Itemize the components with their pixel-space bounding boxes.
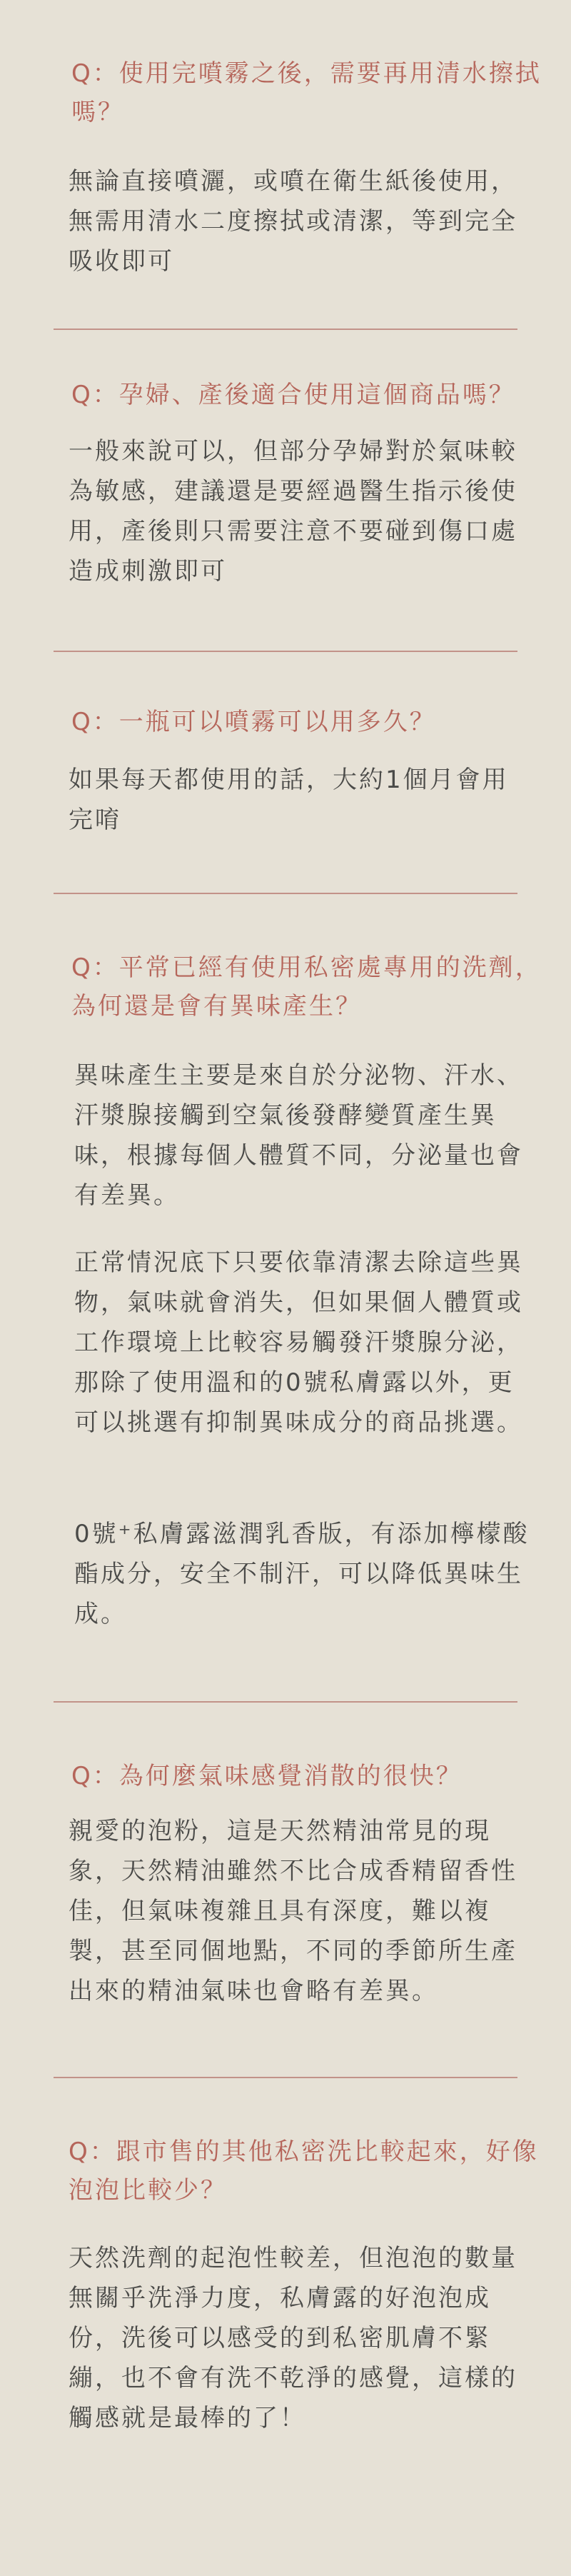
faq-answer: 一般來說可以，但部分孕婦對於氣味較為敏感，建議還是要經過醫生指示後使用，產後則只需要注意不要碰到傷口處造成刺激即可: [69, 437, 517, 586]
faq-answer: 正常情況底下只要依靠清潔去除這些異物，氣味就會消失，但如果個人體質或工作環境上比較容易觸發汗漿腺分泌，那除了使用溫和的0號私膚露以外，更可以挑選有抑制異味成分的商品挑選。: [74, 1248, 523, 1437]
faq-question: Q：一瓶可以噴霧可以用多久？: [71, 708, 436, 736]
faq-question: Q：跟市售的其他私密洗比較起來，好像泡泡比較少？: [69, 2138, 539, 2205]
faq-answer: 親愛的泡粉，這是天然精油常見的現象，天然精油雖然不比合成香精留香性佳，但氣味複雜且具有深度，難以複製，甚至同個地點，不同的季節所生產出來的精油氣味也會略有差異。: [69, 1817, 517, 2005]
faq-answer: 0號⁺私膚露滋潤乳香版，有添加檸檬酸酯成分，安全不制汗，可以降低異味生成。: [74, 1520, 530, 1628]
divider: [54, 329, 517, 330]
faq-question: Q：為何麼氣味感覺消散的很快？: [71, 1762, 463, 1790]
divider: [54, 2077, 517, 2078]
faq-answer: 無論直接噴灑，或噴在衛生紙後使用，無需用清水二度擦拭或清潔，等到完全吸收即可: [69, 167, 517, 276]
divider: [54, 893, 517, 894]
faq-answer: 異味產生主要是來自於分泌物、汗水、汗漿腺接觸到空氣後發酵變質產生異味，根據每個人體質不同，分泌量也會有差異。: [74, 1061, 523, 1210]
divider: [54, 1701, 517, 1703]
faq-question: Q：平常已經有使用私密處專用的洗劑，為何還是會有異味產生？: [71, 953, 542, 1021]
faq-answer: 如果每天都使用的話，大約1個月會用完唷: [69, 766, 509, 834]
divider: [54, 651, 517, 652]
faq-question: Q：使用完噴霧之後，需要再用清水擦拭嗎？: [71, 59, 542, 126]
faq-question: Q：孕婦、產後適合使用這個商品嗎？: [71, 381, 515, 409]
faq-answer: 天然洗劑的起泡性較差，但泡泡的數量無關乎洗淨力度，私膚露的好泡泡成份，洗後可以感受的到私密肌膚不緊繃，也不會有洗不乾淨的感覺，這樣的觸感就是最棒的了！: [69, 2244, 517, 2432]
